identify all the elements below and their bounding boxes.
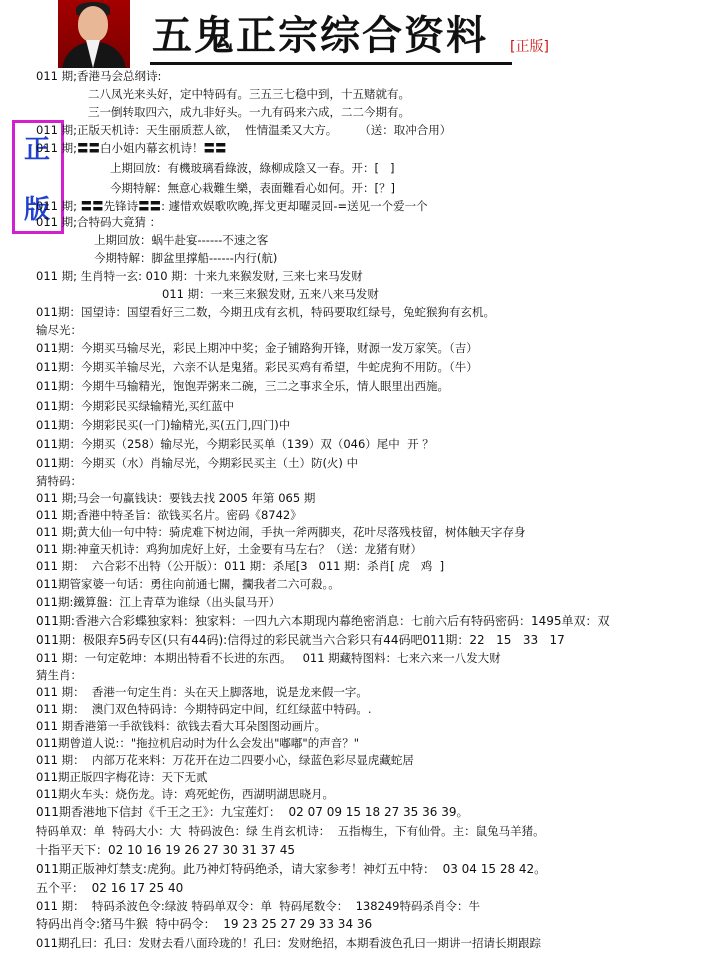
text-line: 011 期; 〓〓先锋诗〓〓: 遽惜欢娱歌吹晚,挥戈更却曜灵回-=送见一个爱一个	[36, 199, 428, 213]
text-line: 011 期： 六合彩不出特（公开版）：011 期：杀尾[3 011 期：杀肖[ 虎 鸡 ]	[36, 559, 445, 573]
text-line: 011期：今期彩民买绿输精光,买红蓝中	[36, 399, 235, 413]
text-line: 011期火车头：烧伤龙。诗：鸡死蛇伤，西湖明湖思晓月。	[36, 787, 334, 801]
text-line: 011期孔曰：孔曰：发财去看八面玲珑的！孔曰：发财绝招，本期看波色孔曰一期讲一招请长期跟踪	[36, 936, 541, 950]
text-line: 011期：今期彩民买(一门)输精光,买(五门,四门)中	[36, 418, 291, 432]
text-line: 011期:香港六合彩蝶独家料：独家料：一四九六本期现内幕绝密消息：七前六后有特码密码：1495单双：双	[36, 614, 610, 628]
text-line: 特码出肖令:猪马牛猴 特中码令： 19 23 25 27 29 33 34 36	[36, 917, 373, 931]
text-line: 011期曾道人说:："拖拉机启动时为什么会发出"嘟嘟"的声音？"	[36, 736, 359, 750]
edition-badge: [正版]	[510, 39, 549, 55]
text-line: 011 期;马会一句赢钱诀：要钱去找 2005 年第 065 期	[36, 491, 316, 505]
text-line: 今期特解：脚盆里撑船------内行(航)	[94, 251, 278, 265]
text-line: 011 期;香港马会总纲诗:	[36, 69, 162, 83]
text-line: 011期：今期买（258）输尽光，今期彩民买单（139）双（046）尾中 开 ？	[36, 437, 434, 451]
text-line: 011 期：一句定乾坤：本期出特看不长进的东西。 011 期藏特图料：七来六来一八发大财	[36, 651, 501, 665]
text-line: 上期回放：蜗牛赴宴------不速之客	[94, 233, 269, 247]
text-line: 011 期;香港中特圣旨：欲钱买名片。密码《8742》	[36, 508, 302, 522]
text-line: 011期正版四字梅花诗：天下无贰	[36, 770, 208, 784]
text-line: 输尽光：	[36, 323, 82, 337]
text-line: 今期特解：無意心栽難生樂，表面難看心如何。开：[？]	[110, 181, 395, 195]
text-line: 011期:鐵算盤：江上青草为谁绿（出头鼠马开）	[36, 595, 281, 609]
title-underline	[150, 62, 512, 65]
text-line: 011 期; 生肖特一玄: 010 期：十来九来猴发财, 三来七来马发财	[36, 269, 363, 283]
text-line: 三一倒转取四六，成九非好头。一九有码来六成，二二今期有。	[88, 105, 410, 119]
text-line: 二八凤光来头好，定中特码有。三五三七稳中到，十五赌就有。	[88, 87, 410, 101]
text-line: 011 期： 内部万花来料：万花开在边二四要小心，绿蓝色彩尽显虎藏蛇居	[36, 753, 414, 767]
text-line: 011 期：一来三来猴发财, 五来八来马发财	[162, 287, 379, 301]
text-line: 011期：今期买（水）肖输尽光，今期彩民买主（土）防(火) 中	[36, 456, 359, 470]
text-line: 011 期： 特码杀波色令:绿波 特码单双令：单 特码尾数令： 138249特码杀肖令：牛	[36, 899, 480, 913]
text-line: 011 期;黄大仙一句中特：骑虎难下树边闹，手执一斧两脚夹，花叶尽落残枝留，树体触天字存身	[36, 525, 526, 539]
text-line: 十指平天下：02 10 16 19 26 27 30 31 37 45	[36, 843, 296, 857]
text-line: 猜生肖：	[36, 668, 82, 682]
text-line: 011期香港地下信封《千王之王》：九宝莲灯： 02 07 09 15 18 27 35 36 39。	[36, 805, 469, 819]
text-line: 五个平： 02 16 17 25 40	[36, 881, 184, 895]
stamp-char-1: 正	[24, 135, 51, 165]
text-line: 011期：极限弃5码专区(只有44码):信得过的彩民就当六合彩只有44码吧011期：22 15 33 17	[36, 633, 565, 647]
text-line: 011期：今期买马输尽光，彩民上期冲中奖；金子铺路狗开锋，财源一发万家笑。（吉）	[36, 341, 478, 355]
text-line: 011期管家婆一句话：勇往向前通七關，攔我者二六可殺。。	[36, 577, 340, 591]
text-line: 011期：国望诗：国望看好三二数，今期丑戌有玄机，特码要取红绿号，兔蛇猴狗有玄机。	[36, 305, 495, 319]
text-line: 011 期： 澳门双色特码诗：今期特码定中间，红红绿蓝中特码。.	[36, 702, 372, 716]
text-line: 011 期;正版天机诗：天生丽质惹人欲， 性情温柔又大方。 （送：取冲合用）	[36, 123, 452, 137]
text-line: 011 期:神童天机诗：鸡狗加虎好上好，土金要有马左右？（送：龙猪有财）	[36, 542, 422, 556]
text-line: 011 期： 香港一句定生肖：头在天上脚落地，说是龙来假一字。	[36, 685, 368, 699]
text-line: 011 期香港第一手欲钱料：欲钱去看大耳朵图图动画片。	[36, 719, 327, 733]
text-line: 011 期;〓〓白小姐内幕玄机诗！〓〓	[36, 141, 227, 155]
text-line: 上期回放：有機玻璃看綠波，綠柳成陰又一春。开：[ ]	[110, 161, 395, 175]
avatar-face	[78, 6, 108, 42]
text-line: 猜特码：	[36, 474, 82, 488]
text-line: 011 期;合特码大竟猜 ：	[36, 215, 162, 229]
stamp-char-2: 版	[24, 195, 51, 225]
text-line: 011期正版神灯禁支:虎狗。此乃神灯特码绝杀，请大家参考！神灯五中特： 03 04 15 28 42。	[36, 862, 547, 876]
text-line: 特码单双：单 特码大小：大 特码波色：绿 生肖玄机诗： 五指梅生，下有仙骨。主：鼠兔马羊猪。	[36, 824, 545, 838]
text-line: 011期：今期买羊输尽光，六亲不认是鬼猪。彩民买鸡有希望，牛蛇虎狗不用防。（牛）	[36, 360, 478, 374]
page-title: 五鬼正宗综合资料	[152, 12, 488, 59]
text-line: 011期：今期牛马输精光，饱饱弄粥来二碗，三二之事求全乐，情人眼里出西施。	[36, 379, 449, 393]
avatar	[58, 0, 130, 68]
